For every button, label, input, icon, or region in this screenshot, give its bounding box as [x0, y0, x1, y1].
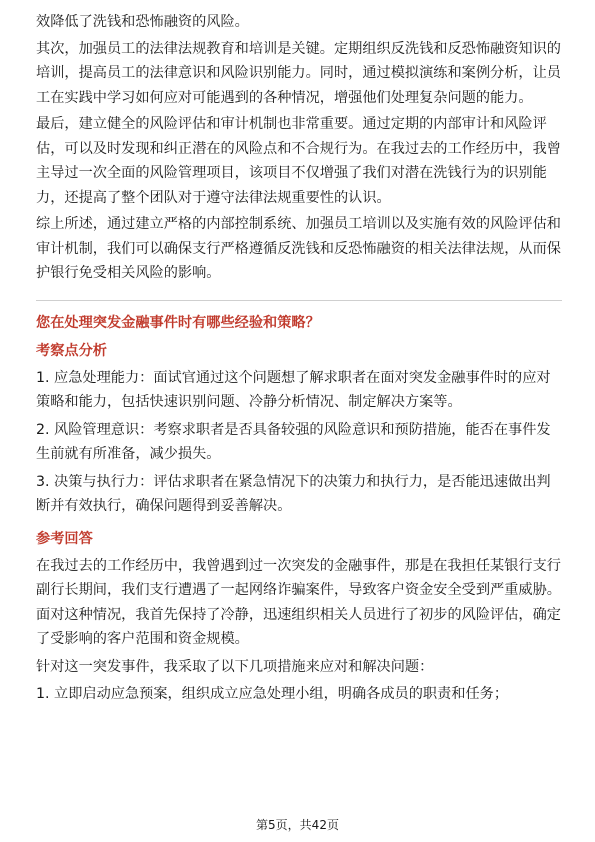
- analysis-heading: 考察点分析: [36, 342, 107, 359]
- section-divider: [36, 300, 562, 301]
- list-item: 1. 应急处理能力：面试官通过这个问题想了解求职者在面对突发金融事件时的应对策略和能力，包括快速识别问题、冷静分析情况、制定解决方案等。: [36, 369, 551, 410]
- page-number: 第5页，共42页: [256, 818, 339, 832]
- paragraph: 效降低了洗钱和恐怖融资的风险。: [36, 14, 249, 30]
- paragraph: 最后，建立健全的风险评估和审计机制也非常重要。通过定期的内部审计和风险评估，可以及时发现和纠正潜在的风险点和不合规行为。在我过去的工作经历中，我曾主导过一次全面的风险管理项目，该项目不仅增强了我们对潜在洗钱行为的识别能力，还提高了整个团队对于遵守法律法规重要性的认识。: [36, 116, 561, 206]
- paragraph: 其次，加强员工的法律法规教育和培训是关键。定期组织反洗钱和反恐怖融资知识的培训，提高员工的法律意识和风险识别能力。同时，通过模拟演练和案例分析，让员工在实践中学习如何应对可能遇到的各种情况，增强他们处理复杂问题的能力。: [36, 40, 561, 106]
- list-item: 1. 立即启动应急预案，组织成立应急处理小组，明确各成员的职责和任务；: [36, 686, 509, 702]
- list-item: 2. 风险管理意识：考察求职者是否具备较强的风险意识和预防措施，能否在事件发生前就有所准备，减少损失。: [36, 421, 551, 462]
- answer-section: [36, 554, 562, 707]
- answer-heading: 参考回答: [36, 530, 93, 547]
- analysis-list: [36, 366, 562, 519]
- question-title: 您在处理突发金融事件时有哪些经验和策略？: [36, 314, 320, 331]
- paragraph: 在我过去的工作经历中，我曾遇到过一次突发的金融事件，那是在我担任某银行支行副行长期间，我们支行遭遇了一起网络诈骗案件，导致客户资金安全受到严重威胁。面对这种情况，我首先保持了冷静，迅速组织相关人员进行了初步的风险评估，确定了受影响的客户范围和资金规模。: [36, 557, 561, 647]
- paragraph: 针对这一突发事件，我采取了以下几项措施来应对和解决问题：: [36, 658, 434, 675]
- list-item: 3. 决策与执行力：评估求职者在紧急情况下的决策力和执行力，是否能迅速做出判断并有效执行，确保问题得到妥善解决。: [36, 473, 551, 514]
- paragraph: 综上所述，通过建立严格的内部控制系统、加强员工培训以及实施有效的风险评估和审计机制，我们可以确保支行严格遵循反洗钱和反恐怖融资的相关法律法规，从而保护银行免受相关风险的影响。: [36, 216, 561, 281]
- intro-section: [36, 10, 562, 286]
- document-page: [36, 10, 562, 707]
